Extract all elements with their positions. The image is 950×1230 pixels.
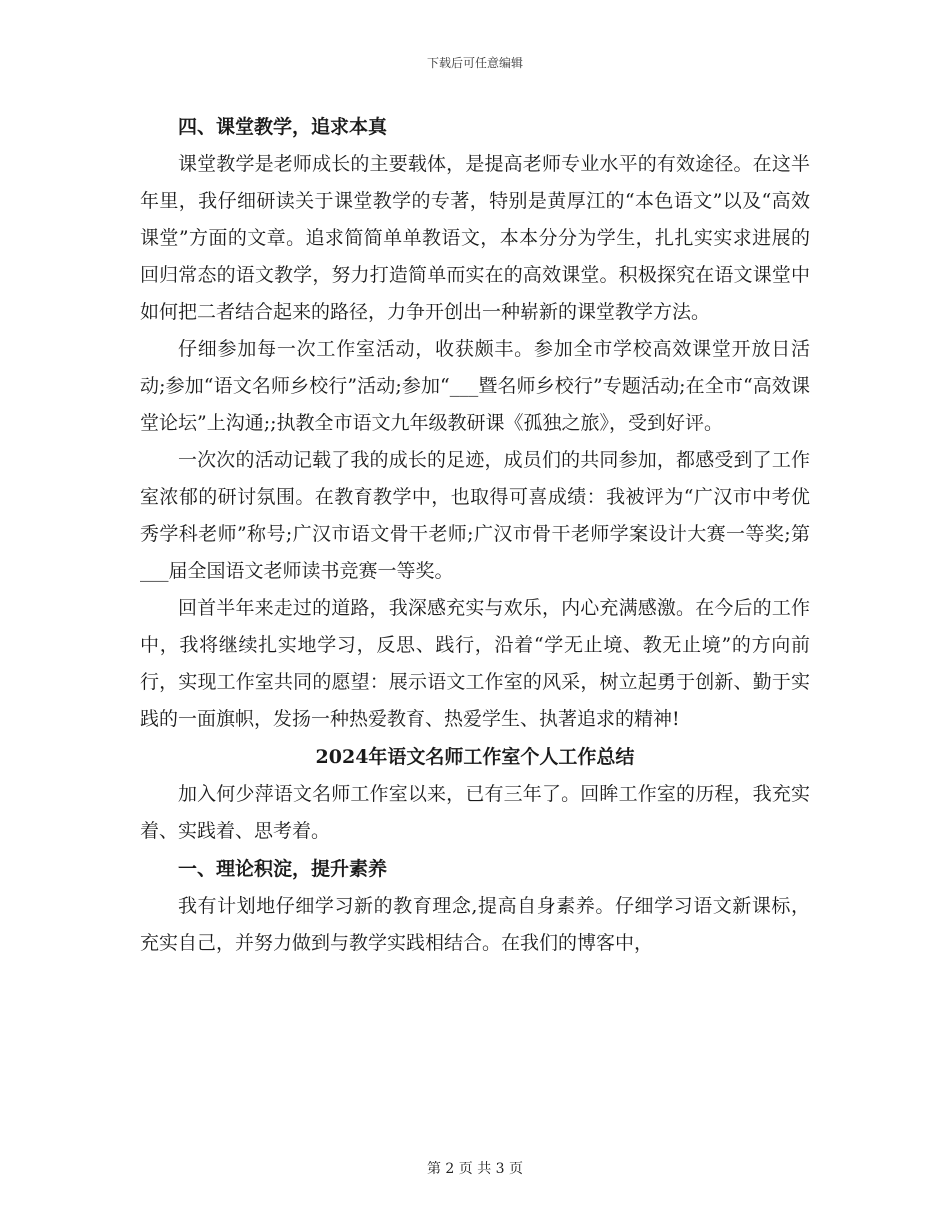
paragraph: 一次次的活动记载了我的成长的足迹，成员们的共同参加，都感受到了工作室浓郁的研讨氛围。在教育教学中，也取得可喜成绩：我被评为“广汉市中考优秀学科老师”称号;广汉市语文骨干老师;广汉市骨干老师学案设计大赛一等奖;第___届全国语文老师读书竞赛一等奖。 — [140, 449, 810, 582]
paragraph: 仔细参加每一次工作室活动，收获颇丰。参加全市学校高效课堂开放日活动;参加“语文名师乡校行”活动;参加“___暨名师乡校行”专题活动;在全市“高效课堂论坛”上沟通;;执教全市语文九年级教研课《孤独之旅》，受到好评。 — [140, 338, 810, 434]
intro-paragraph: 加入何少萍语文名师工作室以来，已有三年了。回眸工作室的历程，我充实着、实践着、思考着。 — [140, 783, 810, 842]
paragraph: 课堂教学是老师成长的主要载体，是提高老师专业水平的有效途径。在这半年里，我仔细研读关于课堂教学的专著，特别是黄厚江的“本色语文”以及“高效课堂”方面的文章。追求简简单单教语文，本本分分为学生，扎扎实实求进展的回归常态的语文教学，努力打造简单而实在的高效课堂。积极探究在语文课堂中如何把二者结合起来的路径，力争开创出一种崭新的课堂教学方法。 — [140, 153, 810, 323]
paragraph: 回首半年来走过的道路，我深感充实与欢乐，内心充满感激。在今后的工作中，我将继续扎实地学习，反思、践行，沿着“学无止境、教无止境”的方向前行，实现工作室共同的愿望：展示语文工作室的风采，树立起勇于创新、勤于实践的一面旗帜，发扬一种热爱教育、热爱学生、执著追求的精神! — [140, 597, 810, 730]
section-heading-4: 四、课堂教学，追求本真 — [178, 116, 388, 138]
document-title: 2024年语文名师工作室个人工作总结 — [315, 746, 635, 768]
page-number: 第 2 页 共 3 页 — [426, 1161, 524, 1177]
section-heading-1: 一、理论积淀，提升素养 — [178, 858, 388, 880]
paragraph: 我有计划地仔细学习新的教育理念,提高自身素养。仔细学习语文新课标，充实自己，并努力做到与教学实践相结合。在我们的博客中， — [140, 895, 810, 954]
header-note: 下载后可任意编辑 — [426, 56, 523, 70]
document-body — [140, 108, 810, 962]
